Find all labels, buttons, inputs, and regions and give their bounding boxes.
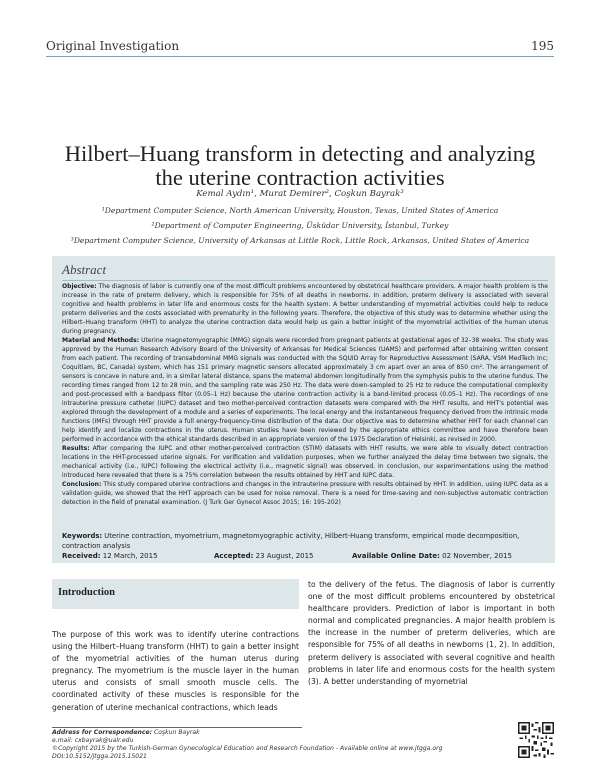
introduction-heading: Introduction — [58, 587, 115, 598]
abstract-methods — [62, 337, 548, 445]
right-column — [308, 579, 555, 688]
accepted-label: Accepted: — [214, 552, 254, 560]
abstract-body — [62, 283, 548, 508]
accepted-value: 23 August, 2015 — [253, 552, 314, 560]
footer — [52, 729, 443, 761]
received-date — [62, 552, 158, 560]
results-text: After comparing the IUPC and other mother-perceived contraction (STIM) datasets with HHT results, we were able to visually detect contraction locations in the HHT-processed uterine signals. For verification and validation purposes, when we further analyzed the delay time between two signals, the mechanical activity (i.e., IUPC) following the electrical activity (i.e., magnetic signal) was observed. In conclusion, our experimentations using the method introduced here revealed that there is a 75% correlation between the results obtained by HHT and IUPC data. — [62, 444, 548, 479]
objective-label: Objective: — [62, 283, 97, 290]
correspondence-email: e.mail: cxbayrak@ualr.edu — [52, 737, 134, 744]
introduction-header — [52, 579, 299, 609]
keywords-label: Keywords: — [62, 532, 103, 540]
abstract-results — [62, 445, 548, 481]
accepted-date — [214, 552, 314, 560]
intro-right-text: to the delivery of the fetus. The diagnosis of labor is currently one of the most difficult problems encountered by obstetrical healthcare providers. Prediction of labor is important in both normal and complicated pregnancies. A major health problem is the increase in the number of preterm deliveries, which are responsible for 75% of all deaths in newborns (1, 2). In addition, preterm delivery is associated with several cognitive and health problems in later life and enormous costs for the health system (3). A better understanding of myometrial — [308, 580, 555, 686]
methods-label: Material and Methods: — [62, 336, 140, 344]
objective-text: The diagnosis of labor is currently one of the most difficult problems encountered by obstetrical healthcare providers. A major health problem is the increase in the rate of preterm delivery, which is responsible for 75% of all deaths in newborns. In addition, preterm delivery is associated with several cognitive and health problems in later life and enormous costs for the health system. A better understanding of myometrial activities could help to reduce preterm deliveries and the costs associated with prematurity in the following years. Therefore, the objective of this study was to determine whether using the Hilbert–Huang transform (HHT) to analyze the uterine contraction data would help us gain a better insight of the myometrial activities of the human uterus during pregnancy. — [62, 283, 548, 335]
copyright: ©Copyright 2015 by the Turkish-German Gynecological Education and Research Foundation - Available online at www.jtgga.org — [52, 745, 443, 752]
online-date — [352, 552, 512, 560]
correspondence — [52, 729, 443, 737]
correspondence-label: Address for Correspondence: — [52, 729, 153, 736]
online-value: 02 November, 2015 — [439, 552, 512, 560]
abstract-objective — [62, 283, 548, 337]
keywords-text: Uterine contraction, myometrium, magnetomyographic activity, Hilbert-Huang transform, empirical mode decomposition, contraction analysis — [62, 532, 520, 550]
footer-divider — [52, 727, 302, 728]
title-line-1: Hilbert–Huang transform in detecting and analyzing — [64, 141, 536, 166]
received-label: Received: — [62, 552, 101, 560]
abstract-divider — [62, 280, 548, 281]
title-line-2: the uterine contraction activities — [155, 165, 445, 190]
authors: Kemal Aydın¹, Murat Demirer², Coşkun Bayrak³ — [196, 189, 404, 199]
conclusion-text: This study compared uterine contractions and changes in the intrauterine pressure with results obtained by HHT. In addition, using IUPC data as a validation guide, we showed that the HHT approach can be used for noise removal. There is a need for time-saving and non-subjective automatic contraction detection in the field of prenatal examination. (J Turk Ger Gynecol Assoc 2015; 16: 195-202) — [62, 480, 548, 506]
affiliation-3: ³Department Computer Science, University of Arkansas at Little Rock, Little Rock, Arkansas, United States of America — [70, 236, 530, 245]
affiliation-2: ²Department of Computer Engineering, Üsküdar University, İstanbul, Turkey — [151, 221, 449, 230]
doi: DOI:10.5152/jtgga.2015.15021 — [52, 753, 147, 760]
left-column — [52, 579, 299, 714]
correspondence-name: Coşkun Bayrak — [152, 729, 200, 736]
intro-left-text: The purpose of this work was to identify uterine contractions using the Hilbert–Huang transform (HHT) to gain a better insight of the myometrial activities of the human uterus during pregnancy. The myometrium is the muscle layer in the human uterus and consists of small smooth muscle cells. The coordinated activity of these muscles is responsible for the generation of uterine mechanical contractions, which leads — [52, 630, 299, 712]
article-title — [40, 142, 560, 190]
qr-code-icon — [518, 722, 554, 758]
online-label: Available Online Date: — [352, 552, 440, 560]
page-number: 195 — [531, 39, 554, 53]
results-label: Results: — [62, 444, 90, 452]
section-label: Original Investigation — [46, 39, 180, 53]
abstract-conclusion — [62, 481, 548, 508]
methods-text: Uterine magnetomyographic (MMG) signals were recorded from pregnant patients at gestational ages of 32–38 weeks. The study was approved by the Human Research Advisory Board of the University of Arkansas for Medical Sciences (UAMS) and performed after obtaining written consent from each patient. The recording of transabdominal MMG signals was conducted with the SQUID Array for Reproductive Assessment (SARA, VSM MedTech Inc; Coquitlam, BC, Canada) system, which has 151 primary magnetic sensors allocated approximately 3 cm apart over an area of 850 cm². The arrangement of sensors is concave in nature and, in a similar lateral distance, spans the maternal abdomen longitudinally from the symphysis pubis to the uterine fundus. The recording times ranged from 12 to 28 min, and the sampling rate was 250 Hz. The data were down-sampled to 25 Hz to reduce the computational complexity and post-processed with a bandpass filter (0.05–1 Hz) because the uterine contraction activity is a band-limited process (0.05–1 Hz). The recordings of one intrauterine pressure catheter (IUPC) dataset and two mother-perceived contraction datasets were compared with the HHT results, and HHT's potential was explored through the development of a module and a series of experiments. The local energy and the instantaneous frequency derived from the intrinsic mode functions (IMFs) through HHT provide a full energy-frequency-time distribution of the data. Our objective was to determine whether HHT for each channel can help identify and localize contractions in the uterus. Human studies have been reviewed by the appropriate ethics committee and have therefore been performed in accordance with the ethical standards described in an appropriate version of the 1975 Declaration of Helsinki, as revised in 2000. — [62, 336, 548, 443]
keywords — [62, 532, 548, 551]
affiliation-1: ¹Department Computer Science, North American University, Houston, Texas, United States of America — [101, 206, 499, 215]
received-value: 12 March, 2015 — [100, 552, 158, 560]
header-divider — [46, 56, 554, 57]
conclusion-label: Conclusion: — [62, 480, 102, 488]
abstract-heading: Abstract — [62, 262, 107, 277]
